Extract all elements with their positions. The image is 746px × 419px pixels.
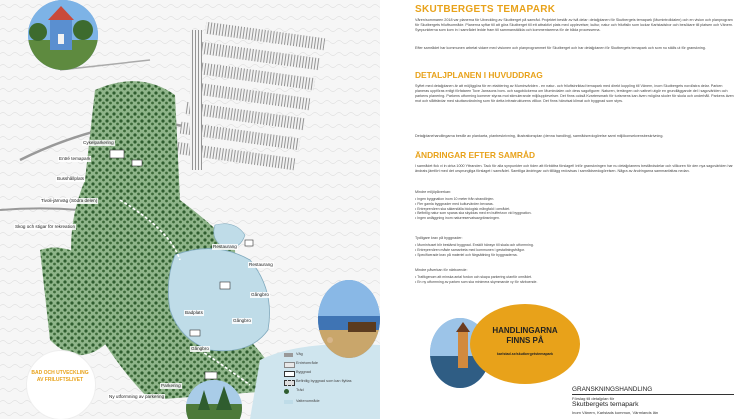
label-cykelparkering: Cykelparkering	[83, 140, 114, 145]
label-badplats: Badplats	[185, 310, 203, 315]
label-skog: Skog och stigar för rekreation	[15, 224, 76, 229]
list1-heading: Mindre miljöpåverkan:	[415, 190, 452, 194]
beach-image	[318, 280, 380, 358]
section-text-handlingar: Detaljplanehandlingarna består av plankarta, planbeskrivning, illustrationsplan (denna handling), samrådsredogörelse samt miljökonsekvensbeskrivning.	[415, 134, 664, 138]
list-item: • Ingen byggnation inom 10 meter från strandlinjen.	[415, 197, 737, 202]
label-gangbro-1: Gångbro	[251, 292, 269, 297]
section-text-detaljplanen: Syftet med detaljplanen är att möjliggöra för en etablering av Muminvärlden - en natur- och friluftsinriktad temapark med direkt koppling till Vänern, inom Skutbergets nordöstra delar. Parken planeras uppföras enligt förfataren Tove Janssons bom- och sagoböckerna om Mumindalen och dess sagofigurer. Naturen, terrängen och vattnet utgör en grundläggande del i sagovärlden och parkens planering. Parkens utforming kommer styras mot stimulerande miljöupplevelser. Det finns också Kvartersmark för turismens kan även mögöra skoler för skola och underhåll. Parkens även mot och slåtträrdar med skuttanvändning som för detta infrastrukturens villkor. Det finns hänvisat klimat och byggnad som styrs.	[415, 84, 734, 103]
list-item: • Muminhuset blir bestämd byggnad. Enskilt hänsyn till skala och utformning.	[415, 243, 737, 248]
legend-road: Väg	[296, 352, 303, 356]
list-item: • En ny utformning av parken som ska minimera skymmande vy för närboende.	[415, 280, 737, 285]
section-heading-detaljplanen: DETALJPLANEN I HUVUDDRAG	[415, 70, 543, 80]
list-item: • Specificerade krav på materiel och färgsättning för byggnaderna.	[415, 253, 737, 258]
list-item: • Trafikgenom att minska antal fordon och skapa parkering utanför området.	[415, 275, 737, 280]
page-title: SKUTBERGETS TEMAPARK	[415, 4, 556, 15]
label-restaurang-2: Restaurang	[249, 262, 273, 267]
bad-text: BAD OCH UTVECKLING AV FRILUFTSLIVET	[31, 370, 89, 383]
handlingar-badge	[470, 304, 580, 384]
label-busstop: Busshållplats	[57, 176, 85, 181]
gransk-plan-name: Skutbergets temapark	[572, 401, 639, 408]
list-item: • Ingen anläggning inom naturreservatsavgränsningen.	[415, 216, 737, 221]
list-item: • Entreprenören måste samarbeta med kommunen i gestaltningsfrågor.	[415, 248, 737, 253]
section-text-andringar: I samrådet fick vi in cirka 1000 Yttranden. Tack för alla synpunkter och tiden att förbättra förslaget! Inför granskningen har nu detaljplanens beståndsdelar och villkoren för den nya sagovärlden har ändrats jämfört med det ursprungliga förslaget i samrådet. Samtliga ändringar och tilllägg redovisas i samrådsredogörelsen. Några av ändringarna sammanfattas nedan.	[415, 164, 733, 173]
legend-building: Byggnad	[296, 370, 311, 374]
handlingar-title	[470, 326, 580, 346]
gransk-subtitle: Förslag till detaljplan för	[572, 396, 615, 401]
legend-existing-building: Befintlig byggnad som kan flyttas	[296, 379, 352, 383]
list-item: • Befintlig natur som sparas ska skyddas med en buffertzon vid byggnation.	[415, 211, 737, 216]
label-restaurang-1: Restaurang	[213, 244, 237, 249]
gransk-location: Inom Vänern, Karlstads kommun, Värmlands län	[572, 410, 659, 415]
intro-paragraph-2: Efter samrådet har kommunen arbetat vidare med visionen och planprogrammet för Skutberget och har detaljplanen för Skutbergets temapark och som nu ställs ut för granskning.	[415, 46, 706, 50]
label-gangbro-2: Gångbro	[233, 318, 251, 323]
list-narboende	[415, 275, 737, 285]
list-miljo	[415, 197, 737, 221]
intro-paragraph: Våren/sommaren 2018 var planerna för Utveckling av Skutberget på samråd. Projektet består av två delar: detaljplanen för Skutbergets temapark (Mumintrolldalen) och en vision och planprogram för Skutbergets friluftsområde. Planerna syftar till att göra Skutberget till ett attraktivt plats med upplevelser, kultur, natur och friluftsliv som lockar Karlstadsbor och besökare till platsen och Vänern. Synpunkterna som kom in i samrådet ledde fram till sammanställda och kommentarerna för de båda processerna.	[415, 18, 734, 32]
list-byggnader	[415, 243, 737, 257]
legend-tree: Träd	[296, 388, 304, 392]
label-parkering-note: Ny utformning av parkering	[109, 394, 165, 399]
list-item: • Fler gamla byggnader med kulturvärden bevaras.	[415, 202, 737, 207]
section-heading-andringar: ÄNDRINGAR EFTER SAMRÅD	[415, 150, 536, 160]
list2-heading: Tydligare krav på byggnader:	[415, 236, 463, 240]
handlingar-title-line2: FINNS PÅ	[506, 336, 544, 345]
photo-beach	[318, 280, 380, 358]
list3-heading: Mindre påverkan för närboende:	[415, 268, 468, 272]
label-gangbro-3: Gångbro	[191, 346, 209, 351]
legend-entre: Entréområde	[296, 361, 318, 365]
photo-muminhuset	[28, 0, 98, 70]
mumin-house-image	[28, 0, 98, 70]
legend-water: Vattenområde	[296, 399, 320, 403]
handlingar-title-line1: HANDLINGARNA	[492, 326, 558, 335]
handlingar-link[interactable]: karlstad.se/skutbergetstemapark	[496, 352, 554, 356]
list-item: • Entreprenören ska säkerställa biologisk mångfald i området.	[415, 207, 737, 212]
label-entre: Entré temapark	[59, 156, 91, 161]
gransk-title: GRANSKNINGSHANDLING	[572, 386, 734, 395]
bad-circle	[26, 350, 96, 419]
label-angoring: Tivoli-järnväg (Södra delen)	[41, 198, 98, 203]
label-parkering: Parkering	[161, 383, 181, 388]
